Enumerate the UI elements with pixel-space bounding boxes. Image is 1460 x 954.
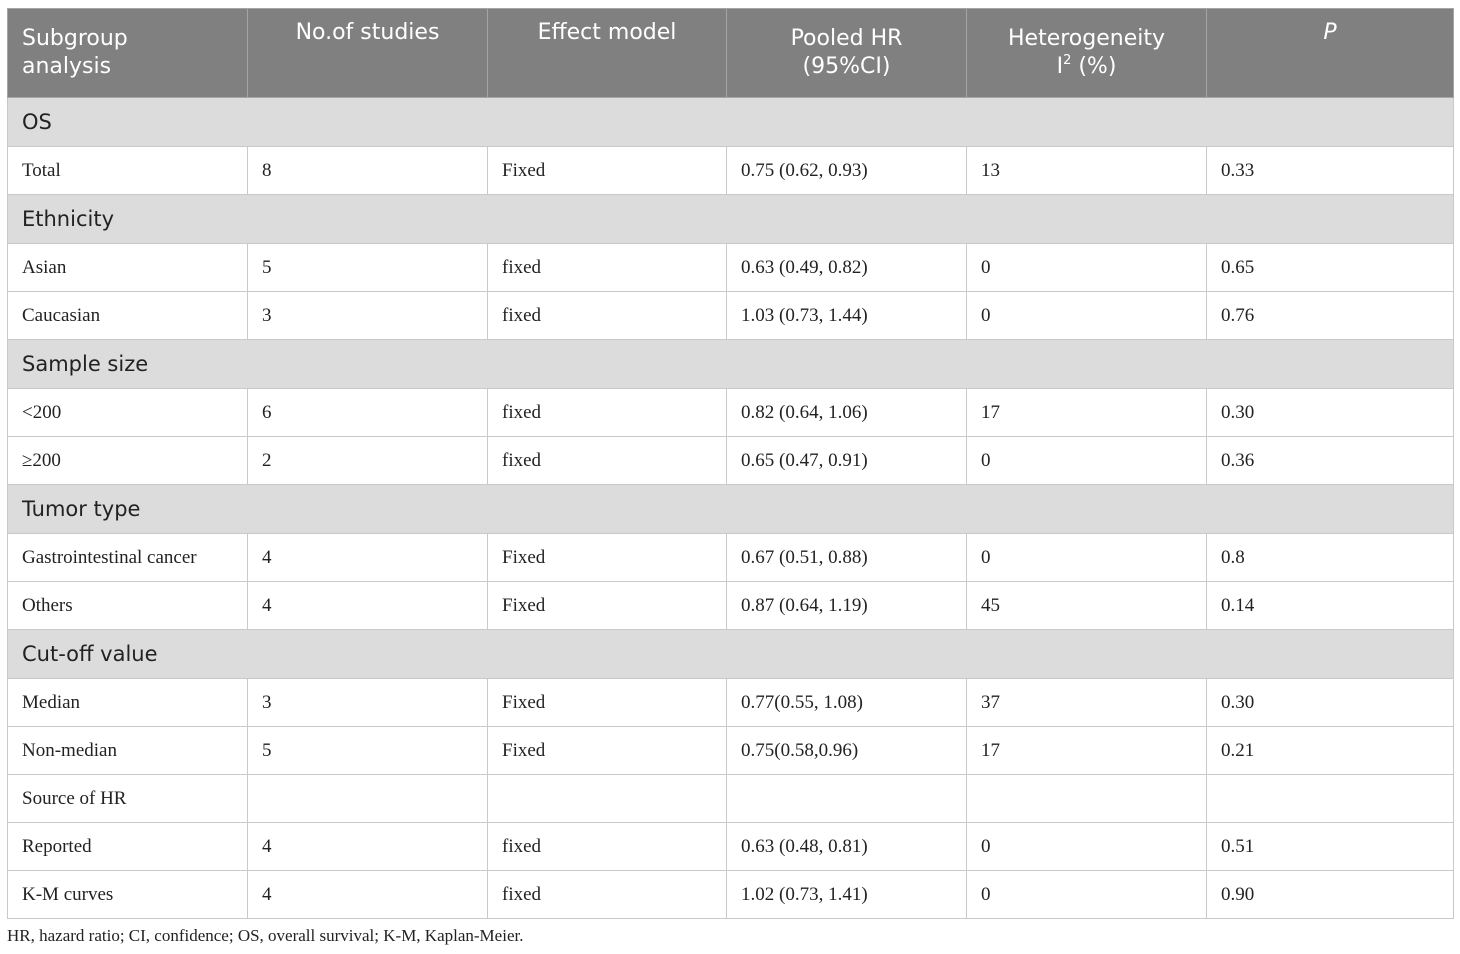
section-row	[8, 195, 1454, 244]
table-footnote: HR, hazard ratio; CI, confidence; OS, overall survival; K-M, Kaplan-Meier.	[7, 926, 524, 945]
cell-effect-model: fixed	[488, 389, 727, 437]
cell-effect-model: Fixed	[488, 582, 727, 630]
cell-heterogeneity: 0	[967, 244, 1207, 292]
table-row	[8, 871, 1454, 919]
cell-studies: 5	[248, 727, 488, 775]
cell-pooled-hr	[727, 775, 967, 823]
table-body	[8, 98, 1454, 919]
cell-p-value: 0.36	[1207, 437, 1454, 485]
cell-studies: 4	[248, 823, 488, 871]
cell-studies: 2	[248, 437, 488, 485]
cell-heterogeneity: 0	[967, 292, 1207, 340]
cell-p-value: 0.30	[1207, 679, 1454, 727]
cell-heterogeneity: 17	[967, 389, 1207, 437]
cell-heterogeneity: 0	[967, 534, 1207, 582]
cell-studies: 4	[248, 534, 488, 582]
table-row	[8, 679, 1454, 727]
cell-p-value: 0.90	[1207, 871, 1454, 919]
cell-subgroup: <200	[8, 389, 248, 437]
cell-pooled-hr: 1.03 (0.73, 1.44)	[727, 292, 967, 340]
cell-subgroup: Total	[8, 147, 248, 195]
section-title: OS	[8, 98, 1454, 147]
cell-pooled-hr: 0.82 (0.64, 1.06)	[727, 389, 967, 437]
cell-effect-model: Fixed	[488, 147, 727, 195]
cell-subgroup: Caucasian	[8, 292, 248, 340]
table-row	[8, 727, 1454, 775]
cell-subgroup: Median	[8, 679, 248, 727]
section-title: Tumor type	[8, 485, 1454, 534]
table-row	[8, 823, 1454, 871]
cell-p-value: 0.14	[1207, 582, 1454, 630]
table-row	[8, 437, 1454, 485]
cell-subgroup: Non-median	[8, 727, 248, 775]
header-row	[8, 9, 1454, 98]
cell-subgroup: K-M curves	[8, 871, 248, 919]
cell-subgroup: Others	[8, 582, 248, 630]
table-container	[7, 8, 1453, 919]
subgroup-analysis-table	[7, 8, 1454, 919]
table-row	[8, 582, 1454, 630]
section-row	[8, 630, 1454, 679]
section-title: Cut-off value	[8, 630, 1454, 679]
cell-studies: 4	[248, 871, 488, 919]
cell-effect-model: Fixed	[488, 534, 727, 582]
cell-pooled-hr: 0.67 (0.51, 0.88)	[727, 534, 967, 582]
header-pooled-hr: Pooled HR (95%CI)	[727, 9, 967, 98]
table-row	[8, 534, 1454, 582]
section-row	[8, 485, 1454, 534]
section-row	[8, 98, 1454, 147]
header-effect-model: Effect model	[488, 9, 727, 98]
cell-effect-model: fixed	[488, 437, 727, 485]
cell-p-value: 0.30	[1207, 389, 1454, 437]
cell-pooled-hr: 0.65 (0.47, 0.91)	[727, 437, 967, 485]
cell-heterogeneity: 45	[967, 582, 1207, 630]
cell-p-value: 0.65	[1207, 244, 1454, 292]
section-title: Sample size	[8, 340, 1454, 389]
cell-heterogeneity	[967, 775, 1207, 823]
table-row	[8, 389, 1454, 437]
cell-studies	[248, 775, 488, 823]
cell-p-value: 0.8	[1207, 534, 1454, 582]
cell-pooled-hr: 0.75(0.58,0.96)	[727, 727, 967, 775]
cell-effect-model: fixed	[488, 871, 727, 919]
cell-studies: 3	[248, 292, 488, 340]
header-subgroup: Subgroup analysis	[8, 9, 248, 98]
cell-heterogeneity: 37	[967, 679, 1207, 727]
cell-effect-model: fixed	[488, 244, 727, 292]
cell-effect-model: Fixed	[488, 679, 727, 727]
cell-studies: 8	[248, 147, 488, 195]
cell-subgroup: Source of HR	[8, 775, 248, 823]
section-row	[8, 340, 1454, 389]
cell-studies: 6	[248, 389, 488, 437]
cell-pooled-hr: 1.02 (0.73, 1.41)	[727, 871, 967, 919]
cell-effect-model: Fixed	[488, 727, 727, 775]
cell-p-value: 0.76	[1207, 292, 1454, 340]
cell-pooled-hr: 0.75 (0.62, 0.93)	[727, 147, 967, 195]
header-p-value: P	[1207, 9, 1454, 98]
cell-p-value	[1207, 775, 1454, 823]
cell-heterogeneity: 0	[967, 823, 1207, 871]
cell-effect-model: fixed	[488, 292, 727, 340]
table-row	[8, 244, 1454, 292]
cell-subgroup: Asian	[8, 244, 248, 292]
table-row	[8, 292, 1454, 340]
cell-studies: 4	[248, 582, 488, 630]
cell-pooled-hr: 0.63 (0.48, 0.81)	[727, 823, 967, 871]
cell-p-value: 0.51	[1207, 823, 1454, 871]
cell-p-value: 0.21	[1207, 727, 1454, 775]
section-title: Ethnicity	[8, 195, 1454, 244]
cell-studies: 3	[248, 679, 488, 727]
cell-pooled-hr: 0.63 (0.49, 0.82)	[727, 244, 967, 292]
header-heterogeneity: Heterogeneity $I^2$ (%)	[967, 9, 1207, 98]
cell-pooled-hr: 0.77(0.55, 1.08)	[727, 679, 967, 727]
cell-subgroup: Reported	[8, 823, 248, 871]
table-row	[8, 147, 1454, 195]
cell-subgroup: ≥200	[8, 437, 248, 485]
cell-heterogeneity: 13	[967, 147, 1207, 195]
header-studies: No.of studies	[248, 9, 488, 98]
cell-heterogeneity: 0	[967, 871, 1207, 919]
cell-p-value: 0.33	[1207, 147, 1454, 195]
table-row	[8, 775, 1454, 823]
cell-subgroup: Gastrointestinal cancer	[8, 534, 248, 582]
cell-effect-model: fixed	[488, 823, 727, 871]
cell-heterogeneity: 17	[967, 727, 1207, 775]
cell-heterogeneity: 0	[967, 437, 1207, 485]
cell-studies: 5	[248, 244, 488, 292]
cell-effect-model	[488, 775, 727, 823]
cell-pooled-hr: 0.87 (0.64, 1.19)	[727, 582, 967, 630]
